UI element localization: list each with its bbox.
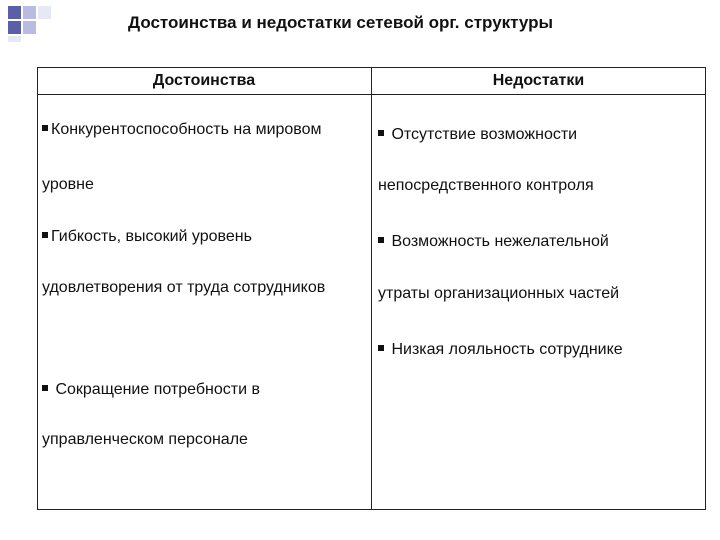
bullet-icon bbox=[378, 237, 384, 243]
advantage-item-1-cont: уровне bbox=[42, 176, 94, 193]
disadvantage-item-1-cont: непосредственного контроля bbox=[378, 177, 594, 194]
header-divider bbox=[37, 94, 706, 95]
bullet-icon bbox=[42, 385, 48, 391]
bullet-icon bbox=[42, 125, 48, 131]
advantage-item-3: Сокращение потребности в bbox=[42, 381, 260, 399]
bullet-icon bbox=[42, 232, 48, 238]
advantage-item-2: Гибкость, высокий уровень bbox=[42, 228, 252, 246]
advantage-item-1: Конкурентоспособность на мировом bbox=[42, 121, 322, 139]
column-divider bbox=[371, 67, 372, 510]
header-disadvantages: Недостатки bbox=[492, 72, 585, 89]
page-title: Достоинства и недостатки сетевой орг. структуры bbox=[128, 13, 554, 32]
bullet-icon bbox=[378, 345, 384, 351]
bullet-icon bbox=[378, 130, 384, 136]
corner-decoration bbox=[4, 2, 60, 42]
disadvantage-item-1: Отсутствие возможности bbox=[378, 126, 577, 144]
advantage-item-3-cont: управленческом персонале bbox=[42, 431, 248, 448]
header-advantages: Достоинства bbox=[152, 72, 256, 89]
disadvantage-item-2: Возможность нежелательной bbox=[378, 233, 609, 251]
disadvantage-item-3: Низкая лояльность сотруднике bbox=[378, 341, 623, 359]
advantage-item-2-cont: удовлетворения от труда сотрудников bbox=[42, 279, 326, 296]
disadvantage-item-2-cont: утраты организационных частей bbox=[378, 285, 620, 302]
